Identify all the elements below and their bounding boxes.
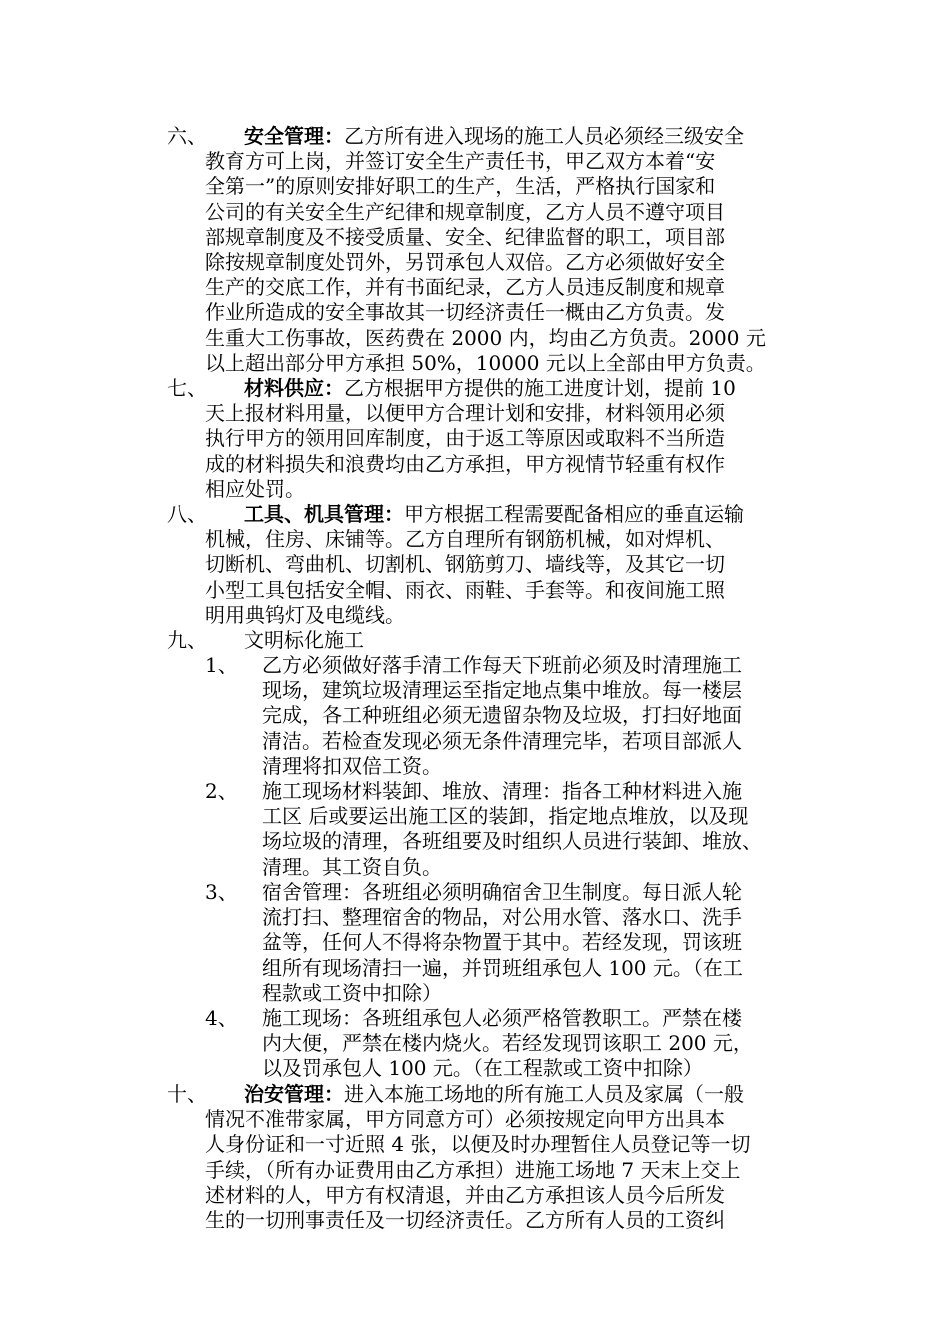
section-text-line: 切断机、弯曲机、切割机、钢筋剪刀、墙线等，及其它一切	[205, 552, 725, 577]
section-10-public-security	[167, 1082, 827, 1233]
subitem-text-line: 清理将扣双倍工资。	[262, 753, 442, 778]
subitem-4	[205, 1006, 825, 1082]
subitem-text-line: 流打扫、整理宿舍的物品，对公用水管、落水口、洗手	[262, 905, 742, 930]
section-text-line: 述材料的人，甲方有权清退，并由乙方承担该人员今后所发	[205, 1182, 725, 1207]
section-text-line: 以上超出部分甲方承担 50%，10000 元以上全部由甲方负责。	[205, 350, 766, 375]
section-9-civilized-construction	[167, 628, 827, 653]
subitem-2	[205, 779, 825, 880]
section-number: 八、	[167, 502, 207, 526]
section-text-line: 乙方根据甲方提供的施工进度计划，提前 10	[344, 376, 736, 400]
section-text-line: 明用典钨灯及电缆线。	[205, 602, 405, 627]
subitem-number: 4、	[205, 1006, 238, 1030]
section-number: 七、	[167, 376, 207, 400]
section-text-line: 执行甲方的领用回库制度，由于返工等原因或取料不当所造	[205, 426, 725, 451]
section-text-line: 小型工具包括安全帽、雨衣、雨鞋、手套等。和夜间施工照	[205, 577, 725, 602]
section-title: 文明标化施工	[244, 628, 364, 652]
subitem-text-line: 工区 后或要运出施工区的装卸，指定地点堆放，以及现	[262, 804, 749, 829]
subitem-text-line: 施工现场：各班组承包人必须严格管教职工。严禁在楼	[262, 1006, 742, 1030]
subitem-text-line: 盆等，任何人不得将杂物置于其中。若经发现，罚该班	[262, 930, 742, 955]
section-text-line: 全第一”的原则安排好职工的生产，生活，严格执行国家和	[205, 174, 716, 199]
section-text-line: 手续，（所有办证费用由乙方承担）进施工场地 7 天末上交上	[205, 1157, 741, 1182]
subitem-number: 1、	[205, 653, 238, 677]
section-text-line: 除按规章制度处罚外，另罚承包人双倍。乙方必须做好安全	[205, 249, 725, 274]
subitem-text-line: 以及罚承包人 100 元。（在工程款或工资中扣除）	[262, 1056, 703, 1081]
section-text-line: 部规章制度及不接受质量、安全、纪律监督的职工，项目部	[205, 224, 725, 249]
subitem-text-line: 完成，各工种班组必须无遗留杂物及垃圾，打扫好地面	[262, 703, 742, 728]
section-title: 安全管理：	[244, 124, 344, 148]
section-text-line: 教育方可上岗，并签订安全生产责任书，甲乙双方本着“安	[205, 149, 716, 174]
section-number: 九、	[167, 628, 207, 652]
section-text-line: 生重大工伤事故，医药费在 2000 内，均由乙方负责。2000 元	[205, 325, 766, 350]
section-text-line: 生的一切刑事责任及一切经济责任。乙方所有人员的工资纠	[205, 1207, 725, 1232]
section-text-line: 情况不准带家属，甲方同意方可）必须按规定向甲方出具本	[205, 1107, 725, 1132]
subitem-text-line: 组所有现场清扫一遍，并罚班组承包人 100 元。（在工	[262, 955, 743, 980]
section-number: 十、	[167, 1082, 207, 1106]
subitem-text-line: 宿舍管理：各班组必须明确宿舍卫生制度。每日派人轮	[262, 880, 742, 904]
section-text-line: 人身份证和一寸近照 4 张，以便及时办理暂住人员登记等一切	[205, 1132, 751, 1157]
subitem-1	[205, 653, 825, 779]
subitem-3	[205, 880, 825, 1006]
section-text-line: 相应处罚。	[205, 476, 305, 501]
subitem-number: 3、	[205, 880, 238, 904]
subitem-text-line: 场垃圾的清理，各班组要及时组织人员进行装卸、堆放、	[262, 829, 762, 854]
section-number: 六、	[167, 124, 207, 148]
section-text-line: 成的材料损失和浪费均由乙方承担，甲方视情节轻重有权作	[205, 451, 725, 476]
section-text-line: 生产的交底工作，并有书面纪录，乙方人员违反制度和规章	[205, 275, 725, 300]
section-6-safety	[167, 124, 827, 376]
section-text-line: 进入本施工场地的所有施工人员及家属（一般	[344, 1082, 744, 1106]
subitem-text-line: 现场，建筑垃圾清理运至指定地点集中堆放。每一楼层	[262, 678, 742, 703]
section-title: 治安管理：	[244, 1082, 344, 1106]
subitem-text-line: 清理。其工资自负。	[262, 854, 442, 879]
section-text-line: 天上报材料用量，以便甲方合理计划和安排，材料领用必须	[205, 401, 725, 426]
subitem-text-line: 程款或工资中扣除）	[262, 980, 442, 1005]
subitem-text-line: 施工现场材料装卸、堆放、清理：指各工种材料进入施	[262, 779, 742, 803]
section-text-line: 作业所造成的安全事故其一切经济责任一概由乙方负责。发	[205, 300, 725, 325]
section-8-tools-machinery	[167, 502, 827, 628]
subitem-number: 2、	[205, 779, 238, 803]
section-7-material-supply	[167, 376, 827, 502]
section-text-line: 机械，住房、床铺等。乙方自理所有钢筋机械，如对焊机、	[205, 527, 725, 552]
section-text-line: 乙方所有进入现场的施工人员必须经三级安全	[344, 124, 744, 148]
section-text-line: 公司的有关安全生产纪律和规章制度，乙方人员不遵守项目	[205, 199, 725, 224]
subitem-text-line: 清洁。若检查发现必须无条件清理完毕，若项目部派人	[262, 728, 742, 753]
section-title: 工具、机具管理：	[244, 502, 404, 526]
section-text-line: 甲方根据工程需要配备相应的垂直运输	[404, 502, 744, 526]
subitem-text-line: 乙方必须做好落手清工作每天下班前必须及时清理施工	[262, 653, 742, 677]
subitem-text-line: 内大便，严禁在楼内烧火。若经发现罚该职工 200 元，	[262, 1031, 753, 1056]
section-title: 材料供应：	[244, 376, 344, 400]
